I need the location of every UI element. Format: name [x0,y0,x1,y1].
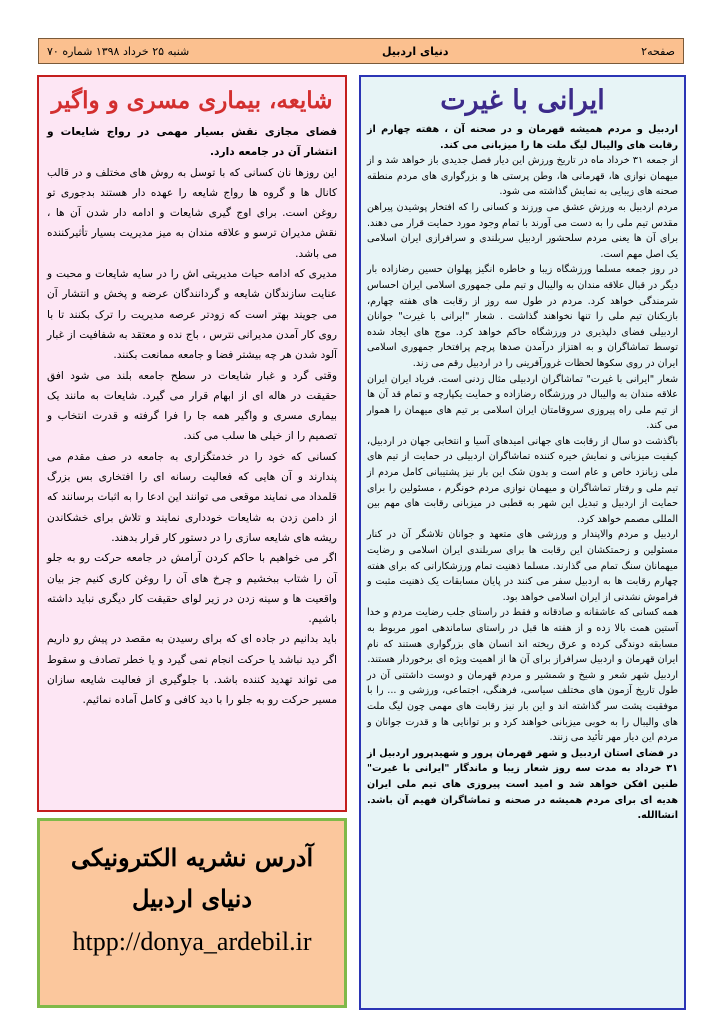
right-paragraph: از جمعه ۳۱ خرداد ماه در تاریخ ورزش این دیار فصل جدیدی باز خواهد شد و از میهمان نوازی ها، قهرمانی ها، وطن پرستی ها و بزرگواری های مردم منطقه صحنه های زیبایی به نمایش گذاشته می شود. [367,155,678,198]
right-paragraph: همه کسانی که عاشقانه و صادقانه و فقط در راستای جلب رضایت مردم و خدا آستین همت بالا زده و از هفته ها قبل در راستای ساماندهی امور مربوط به مسابقه دوندگی کرده و عرق ریخته اند انسان های بزرگواری هستند که نام ایران قهرمان و اردبیل سرافراز برای آن ها از اهمیت ویژه ای برخوردار هستند. [367,607,678,666]
right-paragraph: شعار "ایرانی با غیرت" تماشاگران اردبیلی مثال زدنی است. فریاد ایران ایران علاقه مندان به والیبال در ورزشگاه رضازاده و حمایت یکپارچه و تمام قد آن ها از تیم ملی راه پیروزی سروقامتان ایران اسلامی بر تیم های میهمان را هموار می کند. [367,373,678,432]
left-paragraph: کسانی که خود را در خدمتگزاری به جامعه در صف مقدم می پندارند و آن هایی که فعالیت رسانه ای را افتخاری بس بزرگ قلمداد می نمایند موقعی می توانند این ادعا را به اثبات برسانند که از دامن زدن به شایعات خودداری نمایند و تلاش برای خشکاندن ریشه های شایعه سازی را در دستور کار قرار بدهند. [47,450,337,544]
right-article-lead: اردبیل و مردم همیشه قهرمان و در صحنه آن ، هفته چهارم از رقابت های والیبال لیگ ملت ها را میزبانی می کند. [367,124,678,151]
left-paragraph: اگر می خواهیم با حاکم کردن آرامش در جامعه حرکت رو به جلو آن را شتاب ببخشیم و چرخ های آن را روغن کاری کنیم جز بیان واقعیت ها و سینه زدن در زیر لوای حقیقت کار دیگری نباید داشته باشیم. [47,552,337,626]
right-article-body [361,122,684,824]
left-paragraph: مدیری که ادامه حیات مدیریتی اش را در سایه شایعات و محبت و عنایت سازندگان شایعه و گردانندگان عرضه و پخش و انتشار آن می جویند بهتر است که زودتر عرصه مدیریت را ترک بکنند تا با روی کار آمدن مدیرانی نترس ، باج نده و معتقد به شفافیت از غبار آلود شدن هر چه بیشتر فضا و جامعه ممانعت بکنند. [47,268,337,362]
left-article-lead: فضای مجازی نقش بسیار مهمی در رواج شایعات و انتشار آن در جامعه دارد. [47,126,337,159]
left-article [37,75,347,812]
right-paragraph: اردبیل شهر شعر و شیخ و شمشیر و مردم قهرمان و دوست داشتنی آن در طول تاریخ آزمون های مختلف سیاسی، فرهنگی، اجتماعی، ورزشی و ... را با موفقیت پشت سر گذاشته اند و این بار نیز رقابت های مهمی چون لیگ ملت های والیبال را به خوبی میزبانی خواهند کرد و بر توانایی ها و قدرت جوانان و مردم این دیار مهر تأئید می زنند. [367,669,678,744]
left-paragraph: باید بدانیم در جاده ای که برای رسیدن به مقصد در پیش رو داریم اگر دید نباشد یا حرکت انجام نمی گیرد و یا خطر تصادف و سقوط می تواند تهدید کننده باشد. با جلوگیری از فعالیت شایعه سازان مسیر حرکت رو به جلو را با دید کافی و کامل آماده نمائیم. [47,633,337,707]
address-heading: آدرس نشریه الکترونیکی [70,843,314,872]
right-article-closing: در فضای استان اردبیل و شهر قهرمان پرور و شهیدپرور اردبیل از ۳۱ خرداد به مدت سه روز شعار زیبا و ماندگار "ایرانی با غیرت" طنین افکن خواهد شد و امید است پیروزی های تیم ملی ایران هدیه ای برای مردم همیشه در صحنه و تماشاگران فهیم آن باشد. انشاالله. [367,747,678,822]
issue-date: شنبه ۲۵ خرداد ۱۳۹۸ شماره ۷۰ [47,44,190,58]
page-number: صفحه۲ [641,44,675,58]
right-article-title: ایرانی با غیرت [440,85,605,116]
right-paragraph: باگذشت دو سال از رقابت های جهانی امیدهای آسیا و انتخابی جهان در اردبیل، کیفیت میزبانی و نمایش خیره کننده تماشاگران اردبیلی در حمایت از تیم های ملی زبانزد خاص و عام است و بدون شک این بار نیز پشتیبانی کامل مردم از تیم ملی و رفتار تماشاگران و میهمان نوازی مردم خونگرم ، مسئولین را برای حمایت از اردبیل و تبدیل این شهر به قطبی در میزبانی رقابت های مهم بین المللی مصمم خواهد کرد. [367,435,678,525]
left-paragraph: این روزها نان کسانی که با توسل به روش های مختلف و در قالب کانال ها و گروه ها رواج شایعه را عهده دار هستند بدجوری تو روغن است. برای اوج گیری شایعات و ادامه دار شدن آن ها ، نقش مدیران ترسو و علاقه مندان به میز مدیریت بسیار تأثیرکننده می باشد. [47,166,337,260]
left-article-title: شایعه، بیماری مسری و واگیر [51,87,333,114]
website-url[interactable]: htpp://donya_ardebil.ir [72,927,312,956]
right-paragraph: اردبیل و مردم والاپندار و ورزشی های متعهد و جوانان تلاشگر آن در کنار مسئولین و زحمتکشان این رقابت ها برای سربلندی ایران اسلامی و رضایت میهمانان سنگ تمام می گذارند. مسلما ذهنیت تمام ورزشکارانی که برای هفته چهارم رقابت ها به اردبیل سفر می کنند در پایان مسابقات یک ذهنیت مثبت و فراموش نشدنی از ایران اسلامی خواهد بود. [367,529,678,603]
right-paragraph: مردم اردبیل به ورزش عشق می ورزند و کسانی را که افتخار پوشیدن پیراهن مقدس تیم ملی را به دست می آورند با تمام وجود مورد حمایت قرار می دهند. برای آن ها یعنی مردم سلحشور اردبیل سربلندی و سرافرازی ایران اسلامی یک اصل مهم است. [367,201,678,260]
publication-name: دنیای اردبیل [381,44,449,58]
page-header [38,38,684,64]
address-box [37,818,347,1008]
right-article [359,75,686,1010]
address-publication-name: دنیای اردبیل [131,884,253,913]
left-article-body [39,122,345,711]
left-paragraph: وقتی گرد و غبار شایعات در سطح جامعه بلند می شود افق حقیقت در هاله ای از ابهام قرار می گیرد. شایعات به مانند یک بیماری مسری و واگیر همه جا را فرا گرفته و قدرت انتخاب و تصمیم را از خیلی ها سلب می کند. [47,369,337,443]
right-paragraph: در روز جمعه مسلما ورزشگاه زیبا و خاطره انگیز پهلوان حسین رضازاده بار دیگر در قبال علاقه مندان به والیبال و تیم ملی جمهوری اسلامی ایران احساس شرمندگی خواهد کرد. مردم در طول سه روز از رقابت های هفته چهارم، بازیکنان تیم ملی را تنها نخواهند گذاشت . شعار "ایرانی با غیرت" جوانان اردبیلی فضای دلپذیری در ورزشگاه حاکم خواهد کرد. موج های ایجاد شده توسط تماشاگران و به اهتزاز درآمدن صدها پرچم پرافتخار جمهوری اسلامی ایران در روی سکوها لحظات غرورآفرینی را در اردبیل رقم می زند. [367,264,678,369]
